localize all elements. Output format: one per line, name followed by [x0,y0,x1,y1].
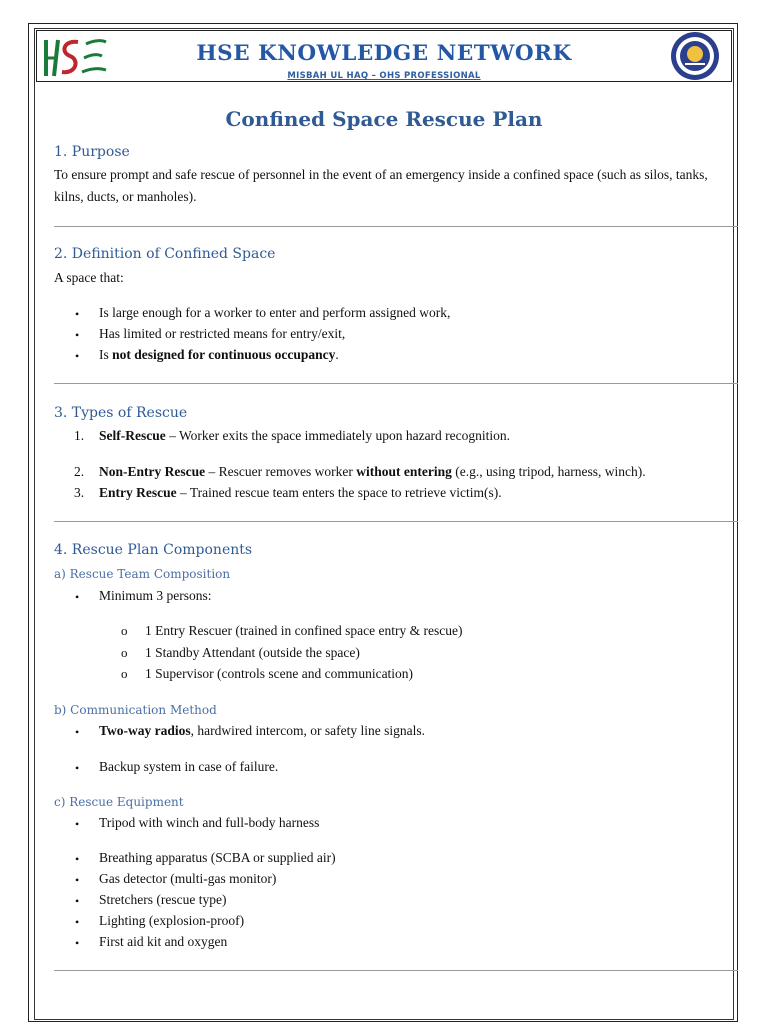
definition-item: Has limited or restricted means for entry/exit, [99,326,346,341]
list-number: 3. [74,485,85,500]
equipment-item: Stretchers (rescue type) [99,892,227,907]
header-title: HSE KNOWLEDGE NETWORK [196,41,572,66]
bullet-icon: • [75,852,80,866]
rescue-type-item: Non-Entry Rescue – Rescuer removes worker without entering (e.g., using tripod, harness, winch). [99,464,646,479]
bullet-icon: • [75,894,80,908]
section-divider [54,383,738,384]
rescue-type-item: Entry Rescue – Trained rescue team enters the space to retrieve victim(s). [99,485,502,500]
purpose-text: To ensure prompt and safe rescue of personnel in the event of an emergency inside a confined space (such as silos, tanks, kilns, ducts, or manholes). [54,167,708,204]
bullet-icon: • [75,725,80,739]
section-heading-definition: 2. Definition of Confined Space [54,246,276,262]
bullet-icon: • [75,328,80,342]
definition-intro: A space that: [54,270,124,285]
sub-bullet-icon: o [121,623,128,638]
rescue-type-item: Self-Rescue – Worker exits the space immediately upon hazard recognition. [99,428,511,443]
section-divider [54,521,738,522]
section-divider [54,970,738,971]
equipment-item: First aid kit and oxygen [99,934,228,949]
bullet-icon: • [75,349,80,363]
sub-bullet-icon: o [121,645,128,660]
equipment-item: Gas detector (multi-gas monitor) [99,871,277,886]
bullet-icon: • [75,936,80,950]
header-subtitle: MISBAH UL HAQ – OHS PROFESSIONAL [287,71,481,81]
bullet-icon: • [75,761,80,775]
team-item: Minimum 3 persons: [99,588,212,603]
definition-item: Is not designed for continuous occupancy. [99,347,339,362]
bullet-icon: • [75,915,80,929]
bullet-icon: • [75,307,80,321]
bullet-icon: • [75,873,80,887]
section-heading-types: 3. Types of Rescue [54,405,188,421]
communication-item: Backup system in case of failure. [99,759,279,774]
team-sub-item: 1 Standby Attendant (outside the space) [145,645,360,660]
bullet-icon: • [75,590,80,604]
list-number: 2. [74,464,85,479]
subheading-team: a) Rescue Team Composition [54,567,231,581]
section-heading-purpose: 1. Purpose [54,144,130,160]
communication-item: Two-way radios, hardwired intercom, or safety line signals. [99,723,425,738]
equipment-item: Lighting (explosion-proof) [99,913,245,928]
bullet-icon: • [75,817,80,831]
section-divider [54,226,738,227]
equipment-item: Breathing apparatus (SCBA or supplied air) [99,850,336,865]
subheading-communication: b) Communication Method [54,703,217,717]
definition-item: Is large enough for a worker to enter and perform assigned work, [99,305,451,320]
section-heading-components: 4. Rescue Plan Components [54,542,253,558]
list-number: 1. [74,428,85,443]
document-title: Confined Space Rescue Plan [225,107,543,131]
team-sub-item: 1 Supervisor (controls scene and communication) [145,666,414,681]
team-sub-item: 1 Entry Rescuer (trained in confined space entry & rescue) [145,623,463,638]
subheading-equipment: c) Rescue Equipment [54,795,184,809]
sub-bullet-icon: o [121,666,128,681]
equipment-item: Tripod with winch and full-body harness [99,815,320,830]
